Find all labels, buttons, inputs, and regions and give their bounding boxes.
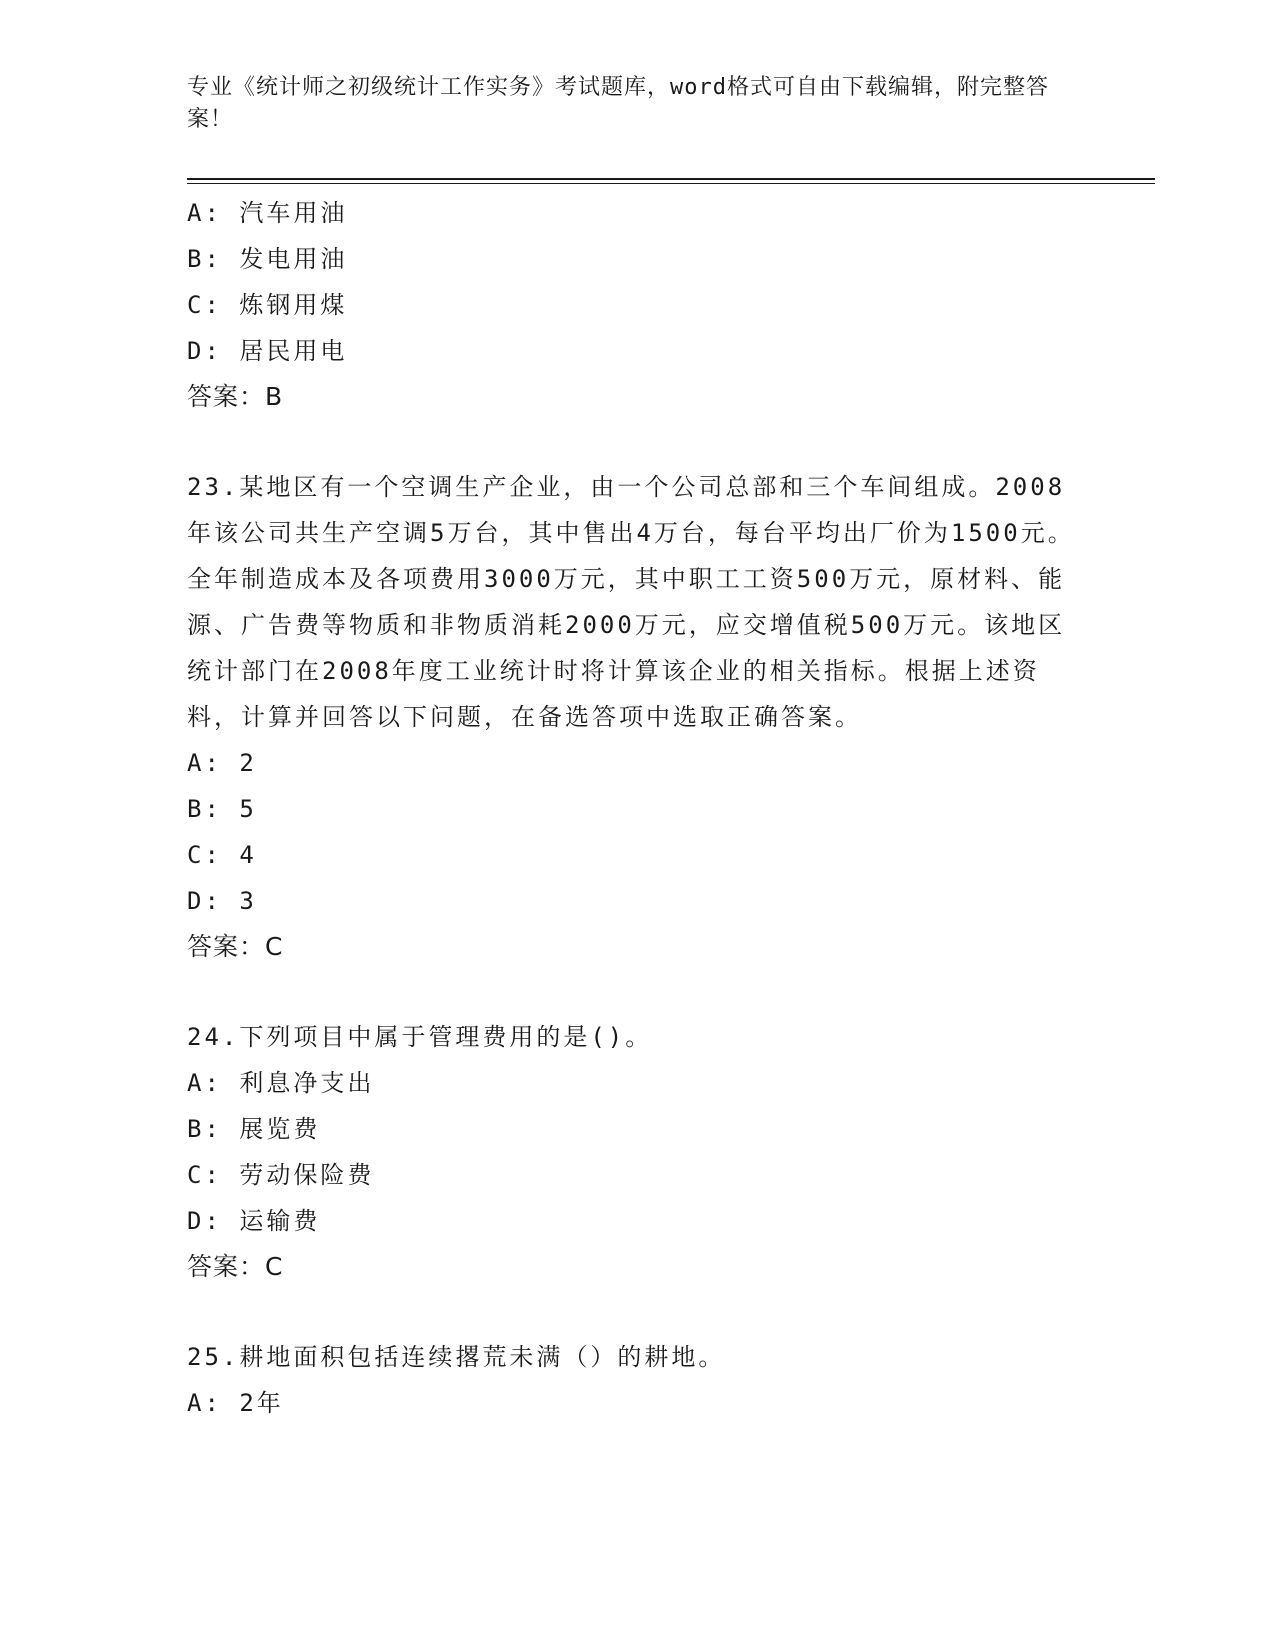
option-c — [187, 832, 1087, 878]
option-text: 展览费 — [239, 1115, 321, 1143]
question-list — [187, 190, 1087, 1426]
option-text: 运输费 — [239, 1207, 321, 1235]
header-rule-thin — [187, 183, 1155, 184]
header-text: 专业《统计师之初级统计工作实务》考试题库，word格式可自由下载编辑，附完整答案！ — [187, 75, 1049, 132]
option-text: 5 — [239, 795, 257, 823]
option-c — [187, 1152, 1087, 1198]
question-stem: 23.某地区有一个空调生产企业，由一个公司总部和三个车间组成。2008年该公司共生产空调5万台，其中售出4万台，每台平均出厂价为1500元。全年制造成本及各项费用3000万元，其中职工工资500万元，原材料、能源、广告费等物质和非物质消耗2000万元，应交增值税500万元。该地区统计部门在2008年度工业统计时将计算该企业的相关指标。根据上述资料，计算并回答以下问题，在备选答项中选取正确答案。 — [187, 473, 1075, 731]
option-label: A: — [187, 199, 222, 227]
spacer — [187, 1290, 1087, 1334]
option-label: C: — [187, 841, 222, 869]
question-24 — [187, 1014, 1087, 1290]
option-text: 居民用电 — [239, 337, 348, 365]
option-text: 4 — [239, 841, 257, 869]
option-b — [187, 786, 1087, 832]
option-a — [187, 190, 1087, 236]
option-label: B: — [187, 1115, 222, 1143]
spacer — [187, 420, 1087, 464]
option-a — [187, 1060, 1087, 1106]
option-d — [187, 1198, 1087, 1244]
option-text: 炼钢用煤 — [239, 291, 348, 319]
header-rule-thick — [187, 178, 1155, 180]
option-text: 2 — [239, 749, 257, 777]
option-label: A: — [187, 1069, 222, 1097]
option-b — [187, 236, 1087, 282]
answer-text: 答案：B — [187, 382, 284, 411]
option-text: 劳动保险费 — [239, 1161, 375, 1189]
option-label: A: — [187, 1389, 222, 1417]
option-label: D: — [187, 1207, 222, 1235]
question-23 — [187, 464, 1087, 970]
option-text: 汽车用油 — [239, 199, 348, 227]
option-label: D: — [187, 337, 222, 365]
option-text: 发电用油 — [239, 245, 348, 273]
option-text: 2年 — [239, 1389, 284, 1417]
option-a — [187, 1380, 1087, 1426]
option-label: A: — [187, 749, 222, 777]
answer-text: 答案：C — [187, 1252, 284, 1281]
option-d — [187, 328, 1087, 374]
option-text: 3 — [239, 887, 257, 915]
option-label: D: — [187, 887, 222, 915]
option-label: B: — [187, 245, 222, 273]
question-stem: 25.耕地面积包括连续撂荒未满（）的耕地。 — [187, 1343, 726, 1371]
question-stem: 24.下列项目中属于管理费用的是()。 — [187, 1023, 653, 1051]
spacer — [187, 970, 1087, 1014]
option-text: 利息净支出 — [239, 1069, 375, 1097]
option-c — [187, 282, 1087, 328]
question-25 — [187, 1334, 1087, 1426]
option-label: C: — [187, 291, 222, 319]
option-label: B: — [187, 795, 222, 823]
option-label: C: — [187, 1161, 222, 1189]
question-22-continued — [187, 190, 1087, 420]
answer-text: 答案：C — [187, 932, 284, 961]
option-d — [187, 878, 1087, 924]
option-a — [187, 740, 1087, 786]
option-b — [187, 1106, 1087, 1152]
document-header — [187, 72, 1087, 136]
